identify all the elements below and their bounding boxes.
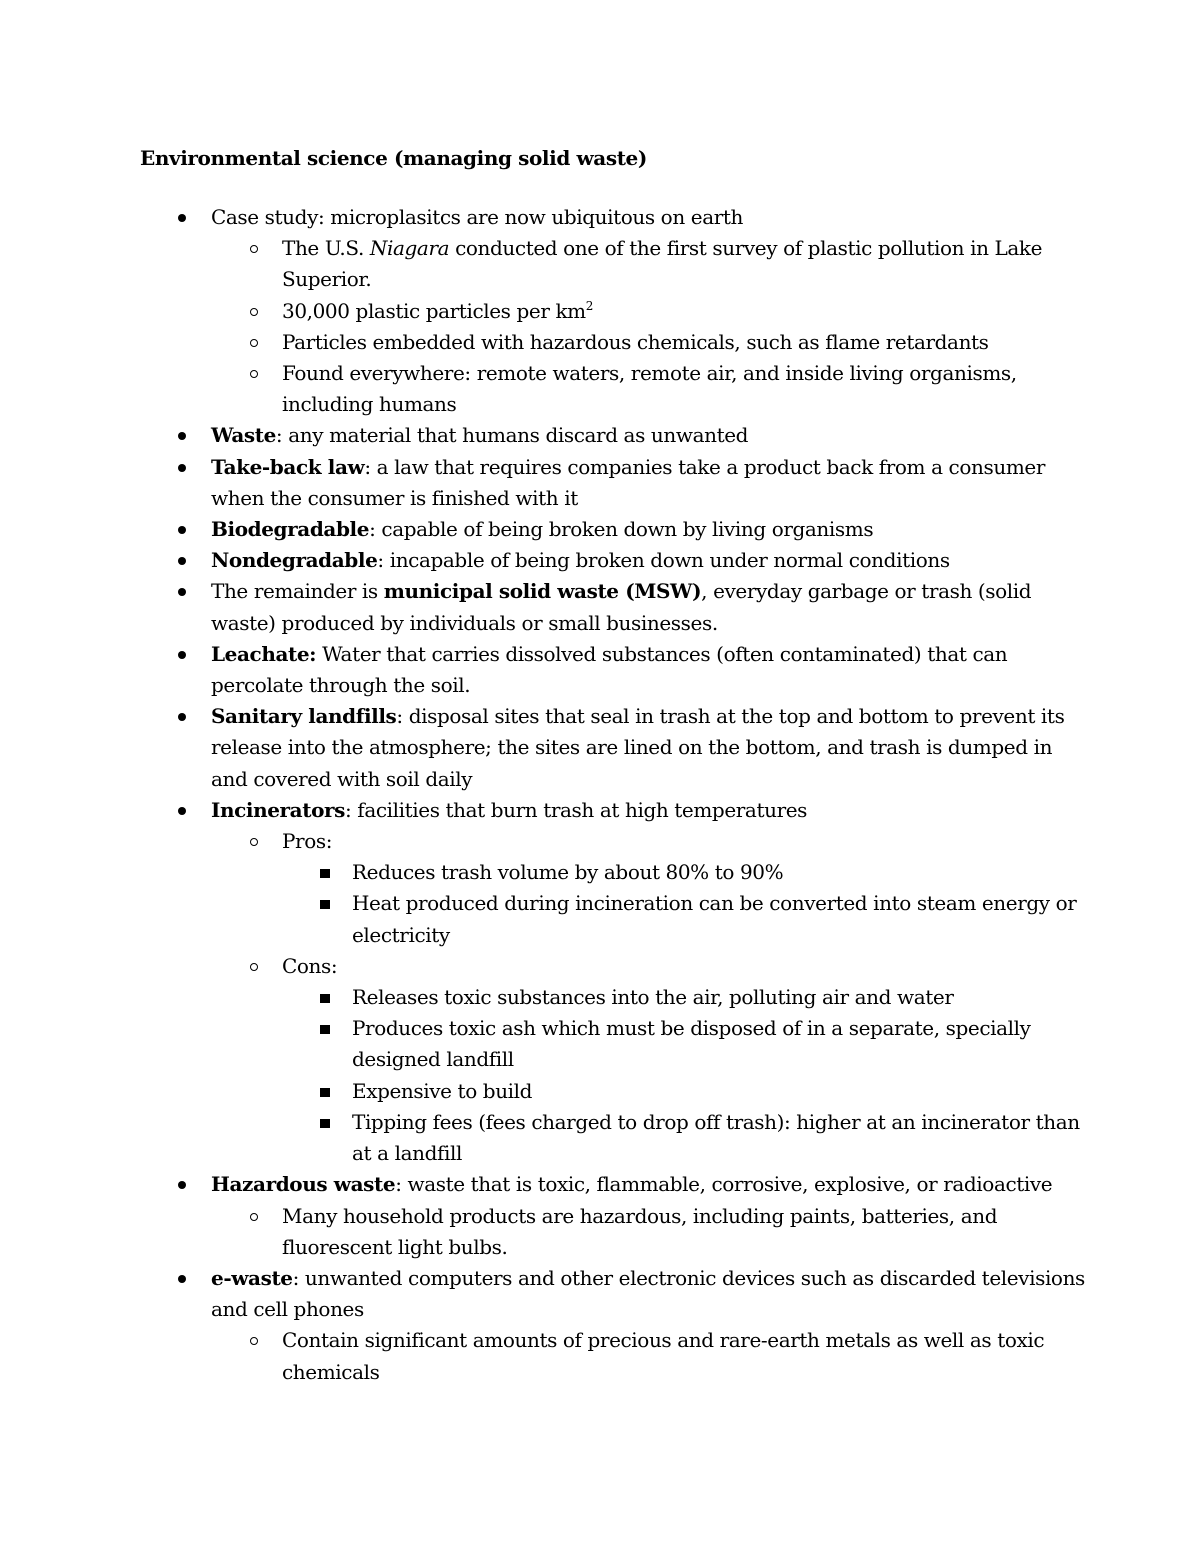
definition-msw: , everyday garbage or trash (solid waste) produced by individuals or small businesses. [211,579,1032,635]
precious-metals-text: Contain significant amounts of precious and rare-earth metals as well as toxic chemicals [282,1328,1045,1384]
msw-text-before: The remainder is [211,579,384,604]
filled-circle-bullet-icon [178,214,186,222]
hollow-circle-bullet-icon [250,1213,258,1221]
term-waste: Waste [211,423,276,448]
list-item-pro [352,857,1091,888]
list-item-sanitary-landfills [211,701,1091,795]
list-item-cons [282,951,1091,1169]
term-hazardous-waste: Hazardous waste [211,1172,396,1197]
filled-circle-bullet-icon [178,1275,186,1283]
list-item-biodegradable [211,514,1091,545]
square-bullet-icon [320,994,330,1003]
page-title: Environmental science (managing solid waste) [140,146,647,170]
case-study-sublist [282,233,1091,420]
filled-circle-bullet-icon [178,588,186,596]
filled-circle-bullet-icon [178,651,186,659]
list-item-pro [352,888,1091,950]
list-item-incinerators [211,795,1091,1169]
square-bullet-icon [320,1025,330,1034]
filled-circle-bullet-icon [178,432,186,440]
hollow-circle-bullet-icon [250,1337,258,1345]
pros-label: Pros: [282,829,333,854]
list-item-take-back-law [211,452,1091,514]
definition-incinerators: : facilities that burn trash at high temperatures [345,797,808,822]
survey-text-after: conducted one of the first survey of plastic pollution in Lake Superior. [282,236,1043,292]
square-bullet-icon [320,900,330,909]
list-item-waste [211,420,1091,451]
cons-label: Cons: [282,953,338,978]
definition-e-waste: : unwanted computers and other electronic devices such as discarded televisions and cell phones [211,1265,1085,1322]
list-item-msw [211,576,1091,638]
list-item-con [352,1076,1091,1107]
definition-hazardous-waste: : waste that is toxic, flammable, corrosive, explosive, or radioactive [395,1172,1053,1197]
square-bullet-icon [320,1088,330,1097]
filled-circle-bullet-icon [178,526,186,534]
con-text: Expensive to build [352,1078,533,1103]
list-item-e-waste [211,1263,1091,1388]
hollow-circle-bullet-icon [250,308,258,316]
hollow-circle-bullet-icon [250,963,258,971]
list-item-nondegradable [211,545,1091,576]
hollow-circle-bullet-icon [250,245,258,253]
list-item-con [352,1013,1091,1075]
definition-sanitary-landfills: : disposal sites that seal in trash at the top and bottom to prevent its release into the atmosphere; the sites are lined on the bottom, and trash is dumped in and covered with soil daily [211,704,1065,791]
filled-circle-bullet-icon [178,1181,186,1189]
list-item-con [352,1107,1091,1169]
filled-circle-bullet-icon [178,807,186,815]
filled-circle-bullet-icon [178,713,186,721]
term-sanitary-landfills: Sanitary landfills [211,704,397,729]
pros-sublist [352,857,1091,951]
household-products-text: Many household products are hazardous, including paints, batteries, and fluorescent light bulbs. [282,1203,998,1259]
term-leachate: Leachate: [211,641,317,666]
list-item-niagara-survey [282,233,1091,295]
hollow-circle-bullet-icon [250,339,258,347]
term-msw: municipal solid waste (MSW) [383,579,702,604]
term-biodegradable: Biodegradable [211,517,370,542]
definition-take-back-law: : a law that requires companies take a product back from a consumer when the consumer is finished with it [211,454,1045,510]
square-bullet-icon [320,1119,330,1128]
hazardous-waste-sublist [282,1201,1091,1263]
list-item-case-study [211,202,1091,420]
pro-text: Heat produced during incineration can be converted into steam energy or electricity [352,891,1077,947]
term-incinerators: Incinerators [211,797,346,822]
term-take-back-law: Take-back law [211,454,365,479]
con-text: Releases toxic substances into the air, polluting air and water [352,985,954,1010]
list-item-pros [282,826,1091,951]
definition-leachate: Water that carries dissolved substances (often contaminated) that can percolate through the soil. [211,641,1008,698]
list-item-precious-metals [282,1325,1091,1387]
chemicals-text: Particles embedded with hazardous chemicals, such as flame retardants [282,329,989,354]
definition-waste: : any material that humans discard as unwanted [275,423,749,448]
con-text: Tipping fees (fees charged to drop off trash): higher at an incinerator than at a landfill [352,1109,1080,1166]
survey-text-before: The U.S. [282,236,370,261]
particle-count-text: 30,000 plastic particles per km [282,298,586,323]
definition-nondegradable: : incapable of being broken down under normal conditions [377,548,950,573]
squared-superscript: 2 [585,298,593,313]
pro-text: Reduces trash volume by about 80% to 90% [352,860,784,885]
cons-sublist [352,982,1091,1169]
ship-name: Niagara [369,236,450,261]
square-bullet-icon [320,869,330,878]
hollow-circle-bullet-icon [250,838,258,846]
case-study-text: Case study: microplasitcs are now ubiquitous on earth [211,205,744,229]
definition-biodegradable: : capable of being broken down by living organisms [369,517,874,542]
list-item-hazardous-chemicals [282,327,1091,358]
incinerators-sublist [282,826,1091,1169]
list-item-particle-count [282,296,1091,327]
list-item-hazardous-waste [211,1169,1091,1263]
filled-circle-bullet-icon [178,557,186,565]
notes-outline [211,202,1091,1388]
hollow-circle-bullet-icon [250,370,258,378]
filled-circle-bullet-icon [178,464,186,472]
list-item-household-products [282,1201,1091,1263]
con-text: Produces toxic ash which must be disposed of in a separate, specially designed landfill [352,1016,1031,1072]
list-item-found-everywhere [282,358,1091,420]
e-waste-sublist [282,1325,1091,1387]
found-everywhere-text: Found everywhere: remote waters, remote air, and inside living organisms, including humans [282,361,1017,417]
term-e-waste: e-waste [211,1265,293,1290]
list-item-con [352,982,1091,1013]
term-nondegradable: Nondegradable [211,548,378,573]
list-item-leachate [211,639,1091,701]
